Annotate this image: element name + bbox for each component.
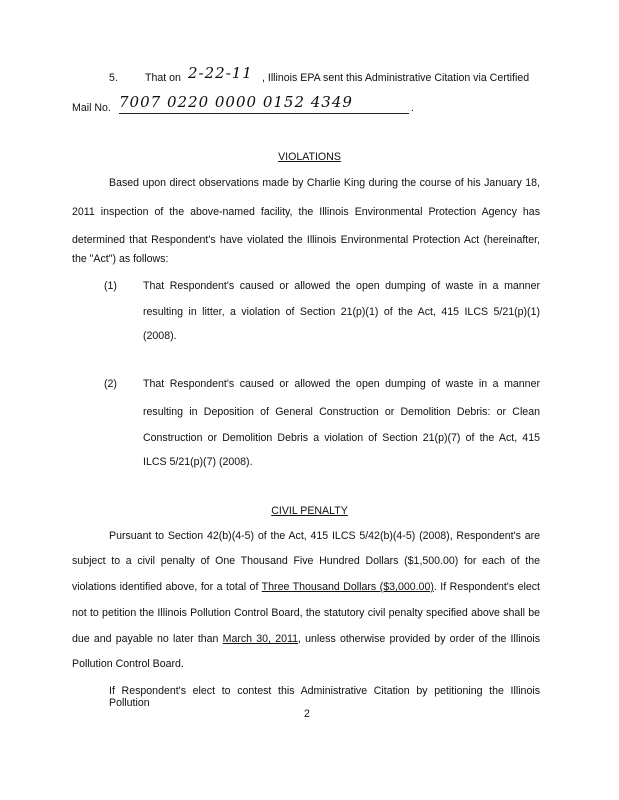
violation-line: (2008). [143,330,177,342]
penalty-line: not to petition the Illinois Pollution Control Board, the statutory civil penalty specified above shall be [72,607,540,619]
handwritten-date: 2-22-11 [188,64,253,82]
penalty-line: violations identified above, for a total of Three Thousand Dollars ($3,000.00). If Respondent's elect [72,581,540,593]
violation-line: resulting in litter, a violation of Section 21(p)(1) of the Act, 415 ILCS 5/21(p)(1) [143,306,540,318]
that-on-text: That on [145,72,181,84]
penalty-line: subject to a civil penalty of One Thousand Five Hundred Dollars ($1,500.00) for each of the [72,555,540,567]
penalty-total: Three Thousand Dollars ($3,000.00) [261,581,434,593]
mail-no-underline [119,95,409,114]
violation-line: ILCS 5/21(p)(7) (2008). [143,456,253,468]
violations-intro-line: Based upon direct observations made by Charlie King during the course of his January 18, [109,177,540,189]
violations-intro-line: the "Act") as follows: [72,253,169,265]
penalty-due-date: March 30, 2011 [222,633,298,645]
penalty-line: Pursuant to Section 42(b)(4-5) of the Act, 415 ILCS 5/42(b)(4-5) (2008), Respondent's are [109,530,540,542]
violations-intro-line: 2011 inspection of the above-named facility, the Illinois Environmental Protection Agency has [72,206,540,218]
violation-line: That Respondent's caused or allowed the open dumping of waste in a manner [143,378,540,390]
mail-no-end: . [411,102,414,114]
penalty-line: due and payable no later than March 30, 2011, unless otherwise provided by order of the Illinois [72,633,540,645]
violations-heading: VIOLATIONS [278,151,341,163]
penalty-line: Pollution Control Board. [72,658,184,670]
page-number: 2 [304,708,310,720]
violation-number: (1) [104,280,117,292]
civil-penalty-heading: CIVIL PENALTY [271,505,348,517]
handwritten-mail-no: 7007 0220 0000 0152 4349 [119,93,353,111]
penalty-line: If Respondent's elect to contest this Administrative Citation by petitioning the Illinois Pollution [109,685,540,709]
mail-no-label: Mail No. [72,102,111,114]
violation-number: (2) [104,378,117,390]
violation-line: resulting in Deposition of General Construction or Demolition Debris: or Clean [143,406,540,418]
item-number: 5. [109,72,118,84]
violation-line: Construction or Demolition Debris a violation of Section 21(p)(7) of the Act, 415 [143,432,540,444]
violations-intro-line: determined that Respondent's have violated the Illinois Environmental Protection Act (hereinafter, [72,234,540,246]
item5-text: , Illinois EPA sent this Administrative Citation via Certified [262,72,530,84]
violation-line: That Respondent's caused or allowed the open dumping of waste in a manner [143,280,540,292]
